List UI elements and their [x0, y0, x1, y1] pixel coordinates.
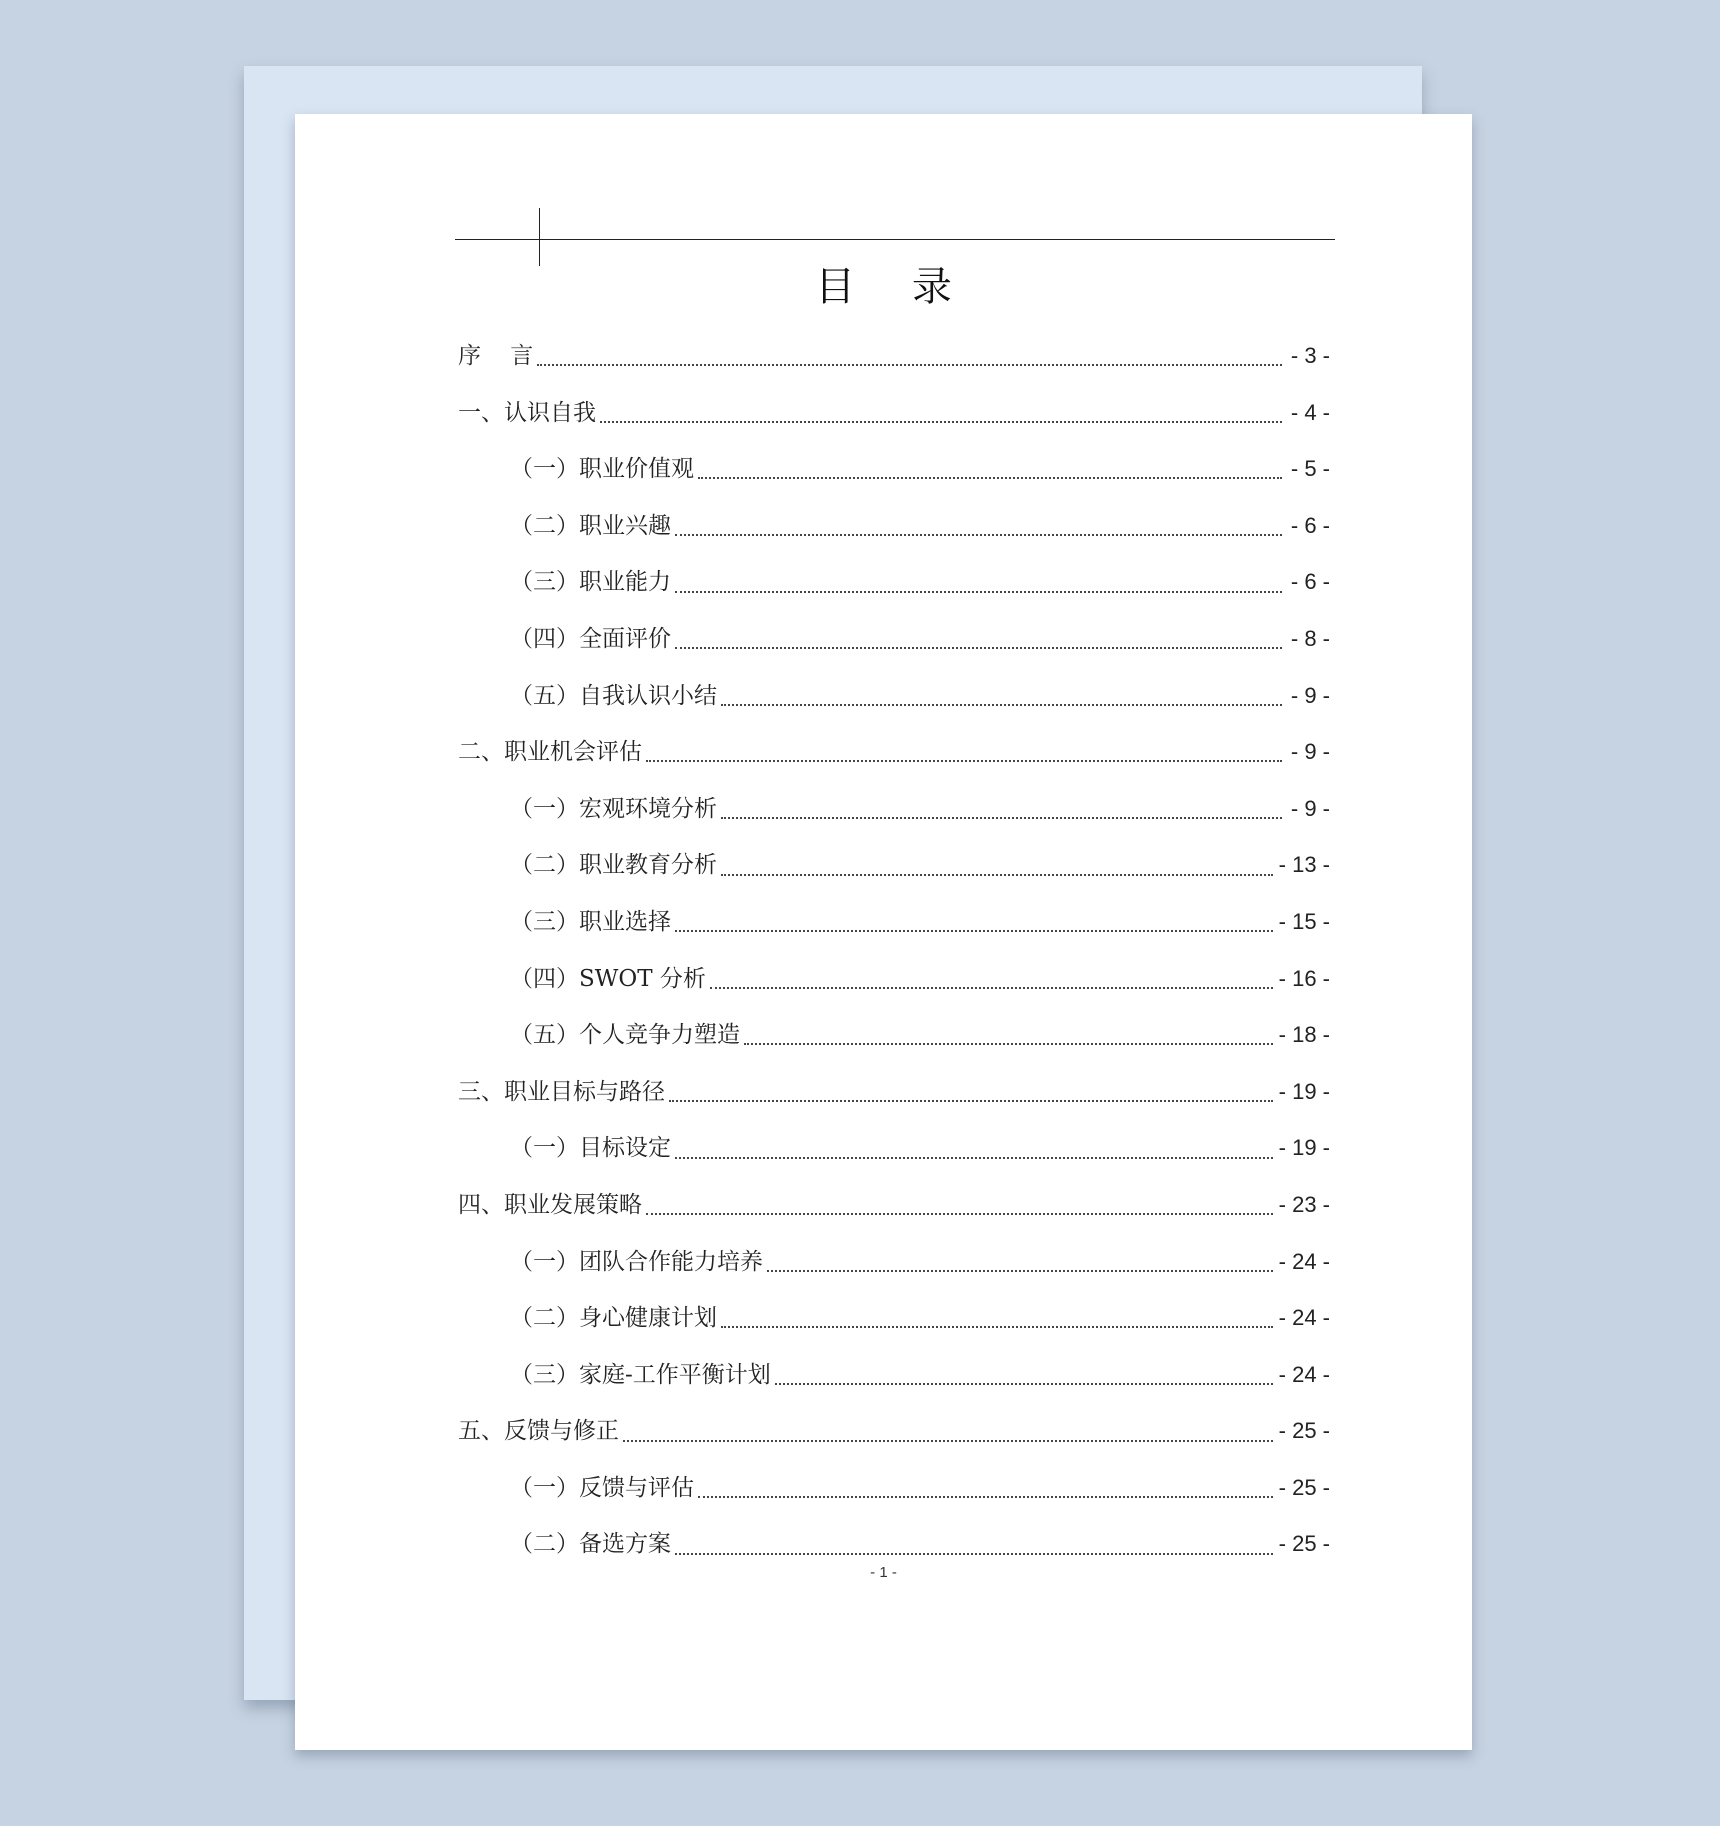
- toc-dot-leader: [721, 817, 1282, 819]
- toc-entry-page: - 8 -: [1290, 625, 1330, 651]
- toc-dot-leader: [646, 760, 1282, 762]
- toc-dot-leader: [721, 704, 1282, 706]
- toc-dot-leader: [675, 591, 1282, 593]
- toc-dot-leader: [698, 477, 1282, 479]
- toc-entry[interactable]: [458, 1290, 1330, 1347]
- toc-entry-page: - 19 -: [1278, 1135, 1330, 1161]
- toc-entry[interactable]: [458, 1347, 1330, 1404]
- toc-entry-label: （五）自我认识小结: [510, 682, 717, 709]
- toc-entry-page: - 19 -: [1278, 1078, 1330, 1104]
- toc-entry-label: （一）目标设定: [510, 1135, 671, 1162]
- toc-entry-label: （五）个人竞争力塑造: [510, 1022, 740, 1049]
- toc-entry-page: - 15 -: [1278, 908, 1330, 934]
- toc-dot-leader: [710, 987, 1273, 989]
- toc-entry-label: （二）身心健康计划: [510, 1305, 717, 1332]
- toc-entry-label: （一）反馈与评估: [510, 1474, 694, 1501]
- toc-entry-label: （三）职业选择: [510, 908, 671, 935]
- toc-dot-leader: [721, 874, 1273, 876]
- toc-dot-leader: [675, 930, 1273, 932]
- toc-entry-page: - 24 -: [1278, 1248, 1330, 1274]
- toc-entry[interactable]: [458, 1460, 1330, 1517]
- toc-entry-label: （四）SWOT 分析: [510, 965, 706, 992]
- toc-entry-label: 二、职业机会评估: [458, 739, 642, 766]
- toc-dot-leader: [675, 1157, 1273, 1159]
- toc-entry[interactable]: [458, 837, 1330, 894]
- toc-dot-leader: [698, 1496, 1273, 1498]
- toc-dot-leader: [767, 1270, 1273, 1272]
- toc-dot-leader: [646, 1213, 1273, 1215]
- toc-entry[interactable]: [458, 724, 1330, 781]
- crop-mark: [539, 208, 540, 266]
- toc-entry-label: （二）备选方案: [510, 1531, 671, 1558]
- toc-entry-page: - 6 -: [1290, 512, 1330, 538]
- toc-entry-label: （一）团队合作能力培养: [510, 1248, 763, 1275]
- toc-entry[interactable]: [458, 328, 1330, 385]
- toc-dot-leader: [675, 534, 1282, 536]
- toc-entry-page: - 24 -: [1278, 1305, 1330, 1331]
- toc-entry[interactable]: [458, 1064, 1330, 1121]
- toc-entry-page: - 9 -: [1290, 795, 1330, 821]
- toc-entry[interactable]: [458, 554, 1330, 611]
- toc-entry-page: - 24 -: [1278, 1361, 1330, 1387]
- toc-entry-page: - 23 -: [1278, 1191, 1330, 1217]
- toc-entry-page: - 5 -: [1290, 456, 1330, 482]
- toc-entry[interactable]: [458, 1007, 1330, 1064]
- toc-entry[interactable]: [458, 498, 1330, 555]
- document-page: [295, 114, 1472, 1750]
- toc-entry-label: （一）职业价值观: [510, 456, 694, 483]
- toc-entry-label: （三）职业能力: [510, 569, 671, 596]
- header-rule: [455, 239, 1335, 240]
- toc-dot-leader: [675, 647, 1282, 649]
- toc-entry-label: （二）职业兴趣: [510, 512, 671, 539]
- toc-entry-label: 五、反馈与修正: [458, 1418, 619, 1445]
- toc-dot-leader: [600, 421, 1282, 423]
- toc-entry-label: 序 言: [458, 343, 534, 369]
- toc-entry-label: 三、职业目标与路径: [458, 1078, 665, 1105]
- toc-entry[interactable]: [458, 1177, 1330, 1234]
- toc-entry-label: 一、认识自我: [458, 399, 596, 426]
- toc-entry[interactable]: [458, 1234, 1330, 1291]
- toc-dot-leader: [623, 1440, 1273, 1442]
- toc-dot-leader: [744, 1043, 1273, 1045]
- toc-entry-page: - 16 -: [1278, 965, 1330, 991]
- toc-entry-page: - 25 -: [1278, 1418, 1330, 1444]
- toc-entry-page: - 6 -: [1290, 569, 1330, 595]
- toc-entry-page: - 9 -: [1290, 682, 1330, 708]
- toc-entry-page: - 4 -: [1290, 399, 1330, 425]
- toc-list: [458, 328, 1330, 1573]
- toc-entry-page: - 13 -: [1278, 852, 1330, 878]
- toc-entry[interactable]: [458, 1403, 1330, 1460]
- toc-entry-label: 四、职业发展策略: [458, 1191, 642, 1218]
- toc-entry[interactable]: [458, 951, 1330, 1008]
- toc-entry[interactable]: [458, 1120, 1330, 1177]
- toc-entry[interactable]: [458, 385, 1330, 442]
- toc-dot-leader: [675, 1553, 1273, 1555]
- toc-dot-leader: [775, 1383, 1273, 1385]
- toc-entry-label: （三）家庭-工作平衡计划: [510, 1361, 771, 1388]
- toc-entry[interactable]: [458, 781, 1330, 838]
- toc-entry[interactable]: [458, 611, 1330, 668]
- toc-title: 目 录: [815, 264, 974, 310]
- page-number: - 1 -: [870, 1564, 897, 1581]
- toc-entry-page: - 9 -: [1290, 739, 1330, 765]
- toc-entry[interactable]: [458, 441, 1330, 498]
- toc-entry-label: （四）全面评价: [510, 625, 671, 652]
- toc-entry-label: （二）职业教育分析: [510, 852, 717, 879]
- toc-entry-page: - 25 -: [1278, 1531, 1330, 1557]
- toc-dot-leader: [537, 364, 1282, 366]
- toc-entry-page: - 3 -: [1290, 343, 1330, 368]
- toc-entry[interactable]: [458, 894, 1330, 951]
- toc-dot-leader: [721, 1326, 1273, 1328]
- toc-dot-leader: [669, 1100, 1273, 1102]
- toc-entry-page: - 25 -: [1278, 1474, 1330, 1500]
- toc-entry-label: （一）宏观环境分析: [510, 795, 717, 822]
- toc-entry-page: - 18 -: [1278, 1022, 1330, 1048]
- toc-entry[interactable]: [458, 668, 1330, 725]
